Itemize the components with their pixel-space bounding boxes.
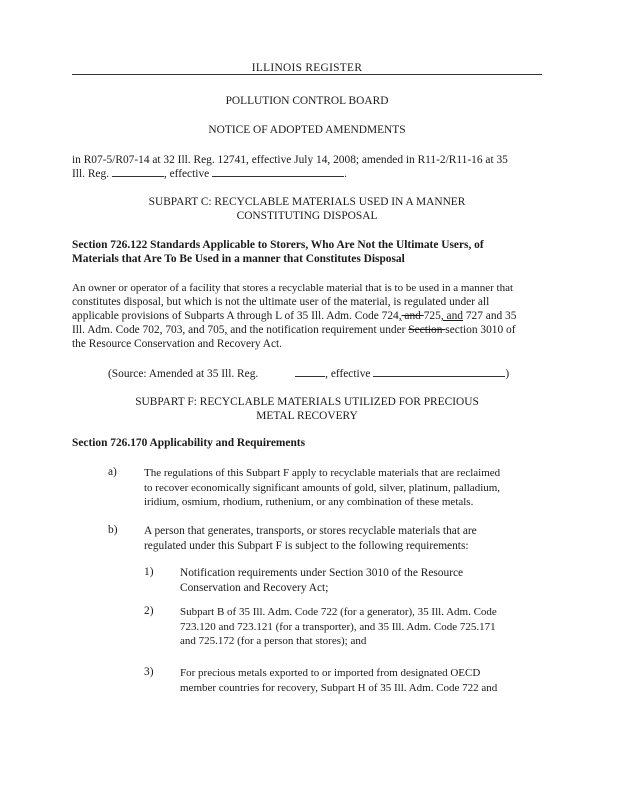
subsection-a-label: a) [108, 466, 117, 478]
history-line-2 [72, 167, 347, 182]
section-726-122-body-5: the Resource Conservation and Recovery Act. [72, 338, 283, 350]
source-suffix: ) [505, 368, 510, 380]
subsection-b-line-1: A person that generates, transports, or stores recyclable materials that are [144, 525, 477, 537]
source-effective: , effective [325, 368, 371, 380]
item-2-line-3: and 725.172 (for a person that stores); and [180, 635, 367, 647]
register-header-rule [72, 74, 542, 75]
subsection-b-label: b) [108, 524, 118, 536]
body-4-text-b: and the notification requirement under [227, 324, 409, 336]
subsection-a-text [144, 466, 500, 510]
register-title: ILLINOIS REGISTER [251, 62, 363, 74]
notice-title: NOTICE OF ADOPTED AMENDMENTS [208, 124, 406, 136]
subsection-a-line-2: to recover economically significant amounts of gold, silver, platinum, palladium, [144, 481, 501, 494]
body-4-deleted-section: Section [408, 324, 446, 336]
body-3-text: applicable provisions of Subparts A through L of 35 Ill. Adm. Code 724 [72, 310, 399, 322]
section-726-122-body-1: An owner or operator of a facility that stores a recyclable material that is to be used in a manner that [72, 282, 514, 294]
section-726-122-heading-2: Materials that Are To Be Used in a manner that Constitutes Disposal [72, 253, 405, 265]
subpart-c-title-line-2: CONSTITUTING DISPOSAL [236, 210, 378, 222]
item-1-label: 1) [144, 566, 154, 578]
subsection-b-text [144, 524, 477, 553]
item-1-line-1: Notification requirements under Section 3010 of the Resource [180, 567, 464, 579]
source-effective-blank [373, 376, 505, 377]
section-726-122-body-2: constitutes disposal, but which is not the ultimate user of the material, is regulated under all [72, 296, 490, 308]
history-effective-blank [212, 176, 344, 177]
body-3-insert-comma: , [398, 310, 402, 322]
body-4-text-a: Ill. Adm. Code 702, 703, and 705 [72, 324, 225, 336]
source-prefix: (Source: Amended at 35 Ill. Reg. [108, 368, 259, 380]
body-3-deleted-and: and [401, 310, 424, 322]
item-3-text [180, 666, 497, 695]
subsection-b-line-2: regulated under this Subpart F is subject to the following requirements: [144, 539, 469, 552]
item-2-text [180, 605, 497, 649]
item-3-line-1: For precious metals exported to or imported from designated OECD [180, 667, 481, 679]
subpart-f-title-line-2: METAL RECOVERY [256, 410, 358, 422]
history-line-1: in R07-5/R07-14 at 32 Ill. Reg. 12741, effective July 14, 2008; amended in R11-2/R11-16 at 35 [72, 154, 508, 166]
section-726-122-heading-1: Section 726.122 Standards Applicable to Storers, Who Are Not the Ultimate Users, of [72, 239, 484, 251]
history-reg-blank [112, 176, 164, 177]
item-3-label: 3) [144, 666, 154, 678]
item-3-line-2: member countries for recovery, Subpart H of 35 Ill. Adm. Code 722 and [180, 681, 498, 694]
history-ill-reg: Ill. Reg. [72, 168, 110, 180]
body-4-insert-comma: , [224, 324, 228, 336]
body-3-code-725: 725 [423, 310, 441, 322]
history-period: . [344, 168, 347, 180]
section-726-122-body-4 [72, 323, 516, 338]
item-1-text [180, 566, 463, 595]
section-726-122-body-3 [72, 309, 516, 324]
subsection-a-line-1: The regulations of this Subpart F apply to recyclable materials that are reclaimed [144, 467, 501, 479]
item-2-line-2: 723.120 and 723.121 (for a transporter), and 35 Ill. Adm. Code 725.171 [180, 620, 496, 633]
item-2-line-1: Subpart B of 35 Ill. Adm. Code 722 (for a generator), 35 Ill. Adm. Code [180, 606, 497, 618]
item-2-label: 2) [144, 605, 154, 617]
body-3-end: 727 and 35 [462, 310, 517, 322]
body-3-insert-and: , and [440, 310, 463, 322]
subsection-a-line-3: iridium, osmium, rhodium, ruthenium, or any combination of these metals. [144, 496, 474, 508]
subpart-c-title-line-1: SUBPART C: RECYCLABLE MATERIALS USED IN A MANNER [148, 196, 466, 208]
source-note [108, 368, 509, 380]
subpart-f-title-line-1: SUBPART F: RECYCLABLE MATERIALS UTILIZED FOR PRECIOUS [135, 396, 479, 408]
item-1-line-2: Conservation and Recovery Act; [180, 581, 329, 594]
history-effective: , effective [163, 168, 210, 180]
body-4-text-c: section 3010 of [445, 324, 516, 336]
section-726-170-heading: Section 726.170 Applicability and Requirements [72, 437, 306, 449]
agency-title: POLLUTION CONTROL BOARD [225, 95, 389, 107]
source-reg-blank [295, 376, 325, 377]
